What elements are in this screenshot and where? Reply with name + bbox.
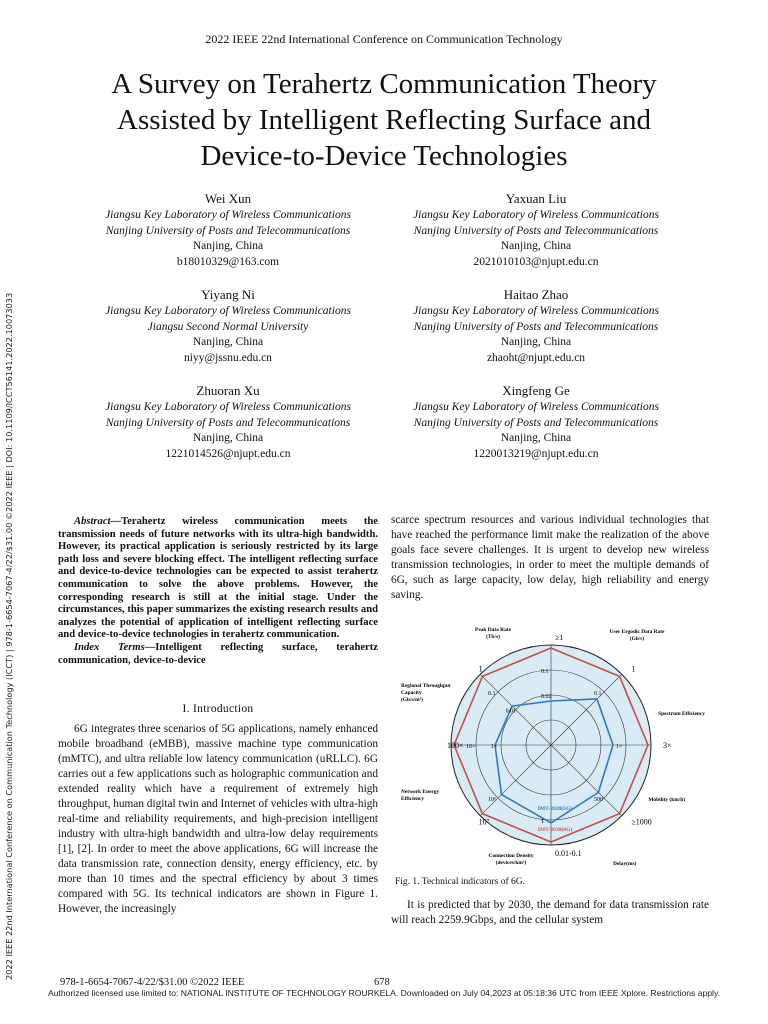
author-affiliation: Nanjing University of Posts and Telecommunications	[413, 224, 659, 237]
axis-label: Connection Density	[488, 853, 534, 859]
author-block	[371, 190, 701, 270]
paragraph: 6G integrates three scenarios of 5G applications, namely enhanced mobile broadband (eMBB), massive machine type communication (mMTC), and ultra reliable low latency communication (uRLLC). 6G carries out a few applications such as holographic communication and extended reality which have a requirement of extremely high throughput, human digital twin and Internet of vehicles with ultra-high real-time and reliability requirements, and high-precision intelligent industry with ultra-high bandwidth and ultra-low delay requirements [1], [2]. In order to meet the above applications, 6G will increase the data transmission rate, connection density, energy efficiency, etc. by more than 10 times and the spectral efficiency by about 3 times compared with 5G. Its technical indicators are shown in Figure 1. However, the increasingly	[58, 723, 379, 915]
author-email[interactable]: 1221014526@njupt.edu.cn	[165, 447, 291, 460]
author-email[interactable]: b18010329@163.com	[176, 255, 280, 268]
title-line: Device-to-Device Technologies	[200, 140, 568, 172]
axis-label: (devices/km²)	[495, 860, 527, 866]
author-affiliation: Jiangsu Key Laboratory of Wireless Communications	[105, 401, 351, 413]
index-terms-text: —Intelligent reflecting surface, terahertz communication, device-to-device	[58, 641, 378, 666]
introduction-column	[58, 692, 378, 917]
axis-label: Peak Data Rate	[475, 627, 511, 633]
figure-caption: Fig. 1. Technical indicators of 6G.	[395, 877, 526, 887]
inner-tick-label: 0.1	[594, 690, 602, 697]
paper-title	[70, 66, 698, 174]
author-city: Nanjing, China	[192, 240, 264, 252]
author-block	[63, 382, 393, 462]
paragraph: scarce spectrum resources and various individual technologies that have reached the performance limit make the realization of the above goals face severe challenges. It is urgent to develop new wireless transmission technologies, in order to meet the multiple demands of 6G, such as large capacity, low delay, high reliability and energy saving.	[391, 514, 709, 601]
author-city: Nanjing, China	[500, 336, 572, 348]
author-block	[63, 286, 393, 366]
paragraph	[391, 898, 709, 928]
outer-tick-label: 3×	[663, 741, 672, 750]
inner-tick-label: 0.02	[541, 694, 552, 700]
outer-tick-label: 0.01-0.1	[555, 849, 582, 858]
author-name: Zhuoran Xu	[196, 383, 260, 398]
author-affiliation: Jiangsu Second Normal University	[147, 320, 309, 333]
outer-tick-label: 100×	[447, 741, 464, 750]
author-email[interactable]: 1220013219@njupt.edu.cn	[473, 447, 599, 460]
title-line: A Survey on Terahertz Communication Theory	[111, 68, 657, 100]
author-block	[371, 286, 701, 366]
title-line: Assisted by Intelligent Reflecting Surface and	[117, 104, 651, 136]
inner-tick-label: 500	[594, 797, 604, 804]
axis-label: Capacity	[401, 690, 422, 696]
inner-tick-label: 0.1	[541, 669, 549, 675]
figure-radar-chart	[391, 610, 709, 868]
author-name: Wei Xun	[204, 191, 252, 206]
author-name: Haitao Zhao	[503, 287, 569, 302]
author-email[interactable]: 2021010103@njupt.edu.cn	[473, 255, 599, 268]
abstract-label: Abstract	[74, 516, 111, 527]
license-notice: Authorized licensed use limited to: NATIONAL INSTITUTE OF TECHNOLOGY ROURKELA. Downloaded on July 04,2023 at 05:18:36 UTC from IEEE Xplore. Restrictions apply.	[47, 988, 721, 998]
section-heading: I. Introduction	[182, 703, 254, 715]
author-name: Yiyang Ni	[201, 287, 255, 302]
axis-label: Regional Throughput	[401, 683, 451, 689]
axis-label: (Tb/s)	[486, 634, 500, 640]
author-city: Nanjing, China	[500, 240, 572, 252]
series-label: IMT-2020(5G)	[537, 806, 573, 812]
author-affiliation: Nanjing University of Posts and Telecommunications	[105, 224, 351, 237]
inner-tick-label: 1×	[491, 744, 498, 750]
author-block	[371, 382, 701, 462]
paragraph-text: It is predicted that by 2030, the demand for data transmission rate will reach 2259.9Gbps, and the cellular system	[391, 899, 709, 926]
author-affiliation: Jiangsu Key Laboratory of Wireless Communications	[413, 209, 659, 221]
inner-tick-label: 0.01	[505, 708, 517, 715]
inner-tick-label: 10⁶	[487, 797, 497, 804]
author-block	[63, 190, 393, 270]
author-city: Nanjing, China	[500, 432, 572, 444]
author-affiliation: Jiangsu Key Laboratory of Wireless Communications	[413, 305, 659, 317]
outer-tick-label: ≥1	[555, 633, 564, 642]
outer-tick-label: 10⁷	[478, 817, 490, 827]
author-affiliation: Jiangsu Key Laboratory of Wireless Communications	[413, 401, 659, 413]
inner-tick-label: 1×	[616, 744, 623, 750]
axis-label: Network Energy	[401, 789, 440, 795]
author-name: Xingfeng Ge	[502, 383, 570, 398]
author-affiliation: Jiangsu Key Laboratory of Wireless Communications	[105, 209, 351, 221]
outer-tick-label: ≥1000	[631, 817, 652, 827]
author-affiliation: Jiangsu Key Laboratory of Wireless Communications	[105, 305, 351, 317]
author-city: Nanjing, China	[192, 336, 264, 348]
author-affiliation: Nanjing University of Posts and Telecommunications	[413, 320, 659, 333]
author-email[interactable]: zhaoht@njupt.edu.cn	[486, 351, 586, 364]
author-affiliation: Nanjing University of Posts and Telecommunications	[413, 416, 659, 429]
axis-label: (Gb/s)	[629, 636, 645, 642]
axis-label: Mobility (km/h)	[648, 797, 685, 803]
inner-tick-label: 0.1	[487, 690, 496, 697]
conference-header: 2022 IEEE 22nd International Conference on Communication Technology	[205, 32, 563, 46]
radar-chart-svg	[391, 610, 709, 868]
author-affiliation: Nanjing University of Posts and Telecommunications	[105, 416, 351, 429]
doi-sidebar: 2022 IEEE 22nd International Conference on Communication Technology (ICCT) | 978-1-6654-7067-4/22/$31.00 ©2022 IEEE | DOI: 10.1109/ICCT56141.2022.10073033	[4, 292, 14, 980]
author-name: Yaxuan Liu	[505, 191, 567, 206]
axis-label: (Gb/s/m²)	[401, 697, 423, 703]
inner-tick-label: 1	[541, 819, 544, 825]
series-label: IMT-2030(6G)	[537, 827, 573, 833]
author-email[interactable]: niyy@jssnu.edu.cn	[184, 351, 272, 364]
axis-label: User Ergodic Data Rate	[609, 629, 665, 635]
abstract-text: —Terahertz wireless communication meets the transmission needs of future networks with its ultra-high bandwidth. However, its practical application is seriously restricted by its large path loss and severe blocking effect. The intelligent reflecting surface and device-to-device technologies can be expected to assist terahertz communication to solve the above problems. However, the corresponding research is still at the initial stage. Under the circumstances, this paper summarizes the existing research results and analyzes the potential of application of intelligent reflecting surface and device-to-device technologies in terahertz communication.	[58, 516, 378, 641]
index-terms-label: Index Terms	[74, 641, 145, 653]
axis-label: Spectrum Efficiency	[658, 711, 705, 717]
footer-isbn: 978-1-6654-7067-4/22/$31.00 ©2022 IEEE	[60, 977, 245, 988]
axis-label: Efficiency	[401, 796, 425, 802]
author-city: Nanjing, China	[192, 432, 264, 444]
axis-label: Delay(ms)	[613, 861, 637, 867]
abstract	[58, 516, 378, 667]
page-number: 678	[374, 977, 390, 988]
outer-tick-label: 1	[631, 664, 636, 674]
outer-tick-label: 1	[478, 664, 483, 674]
inner-tick-label: 10×	[466, 744, 476, 750]
